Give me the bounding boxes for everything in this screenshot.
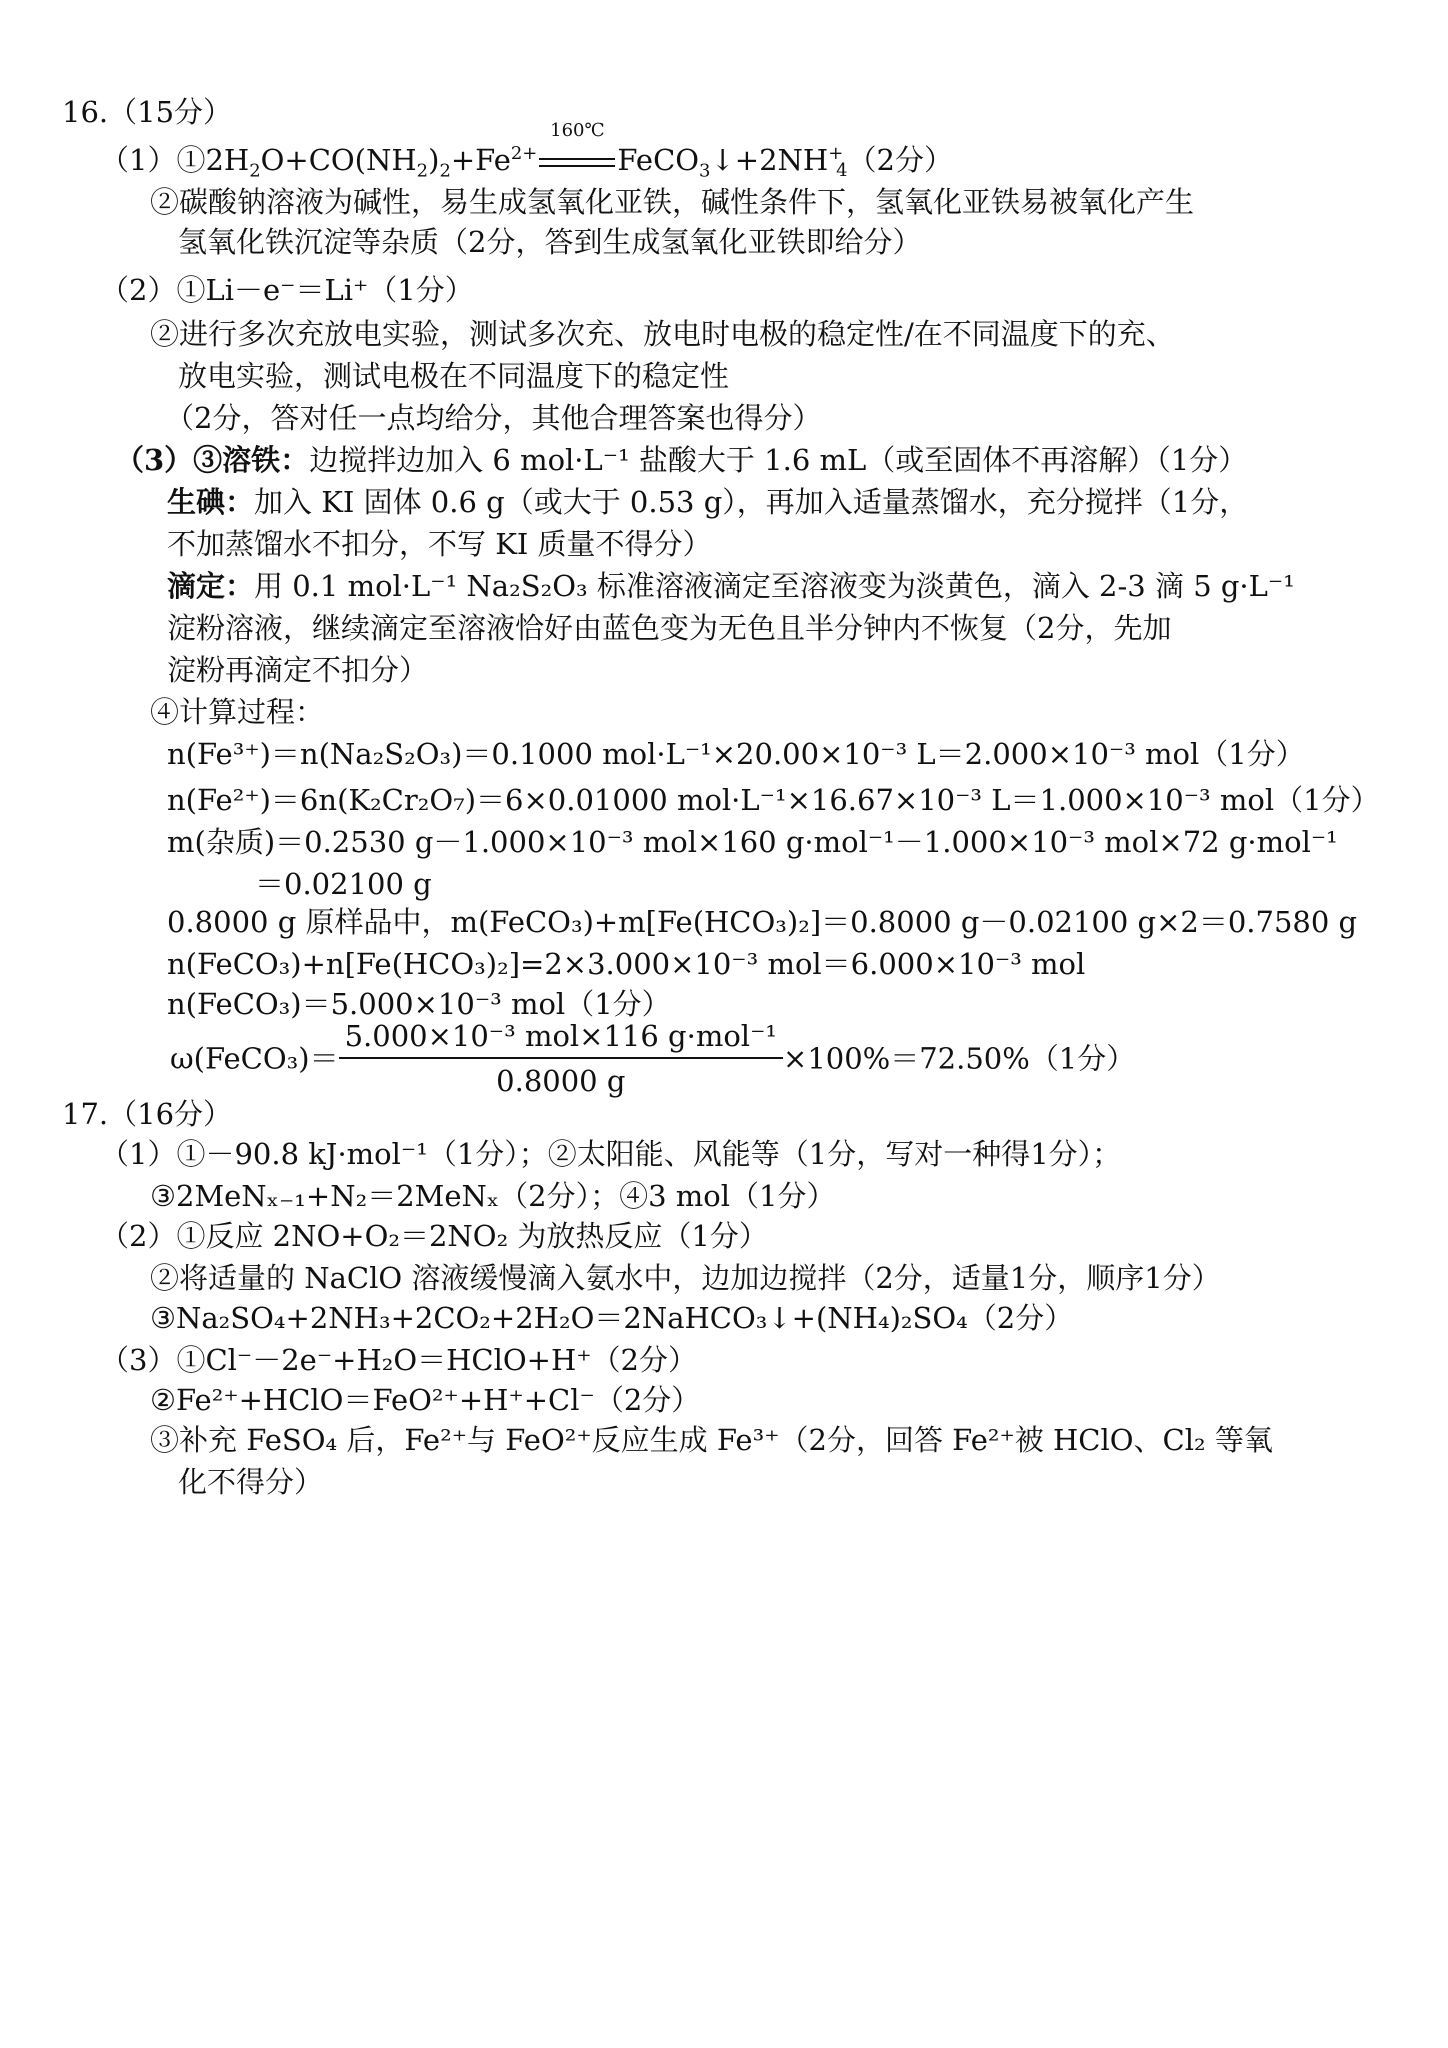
- fraction-numerator: 5.000×10⁻³ mol×116 g·mol⁻¹: [339, 1018, 783, 1059]
- step-dissolve-label: （3）③溶铁：: [115, 443, 310, 477]
- fraction: [339, 1018, 783, 1099]
- q16-2-line4: （2分，答对任一点均给分，其他合理答案也得分）: [165, 401, 822, 435]
- fraction-left: ω(FeCO₃)＝: [170, 1041, 339, 1076]
- q16-3-line4: [167, 566, 1295, 606]
- q16-2-line2: ②进行多次充放电实验，测试多次充、放电时电极的稳定性/在不同温度下的充、: [150, 317, 1175, 351]
- mass-fraction-equation: [170, 1018, 1135, 1099]
- double-equals-sign: [539, 158, 615, 167]
- q17-3-line3: ③补充 FeSO₄ 后，Fe²⁺与 FeO²⁺反应生成 Fe³⁺（2分，回答 Fe²⁺被 HClO、Cl₂ 等氧: [150, 1423, 1273, 1457]
- q16-3-line1: [115, 440, 1247, 480]
- eq-part-c: ): [428, 143, 440, 177]
- fraction-denominator: 0.8000 g: [496, 1064, 626, 1098]
- q16-1-equation: $(1)①2H_2O+CO(NH_2)_2+Fe^{2+}$ 160℃ $FeCO_3↓+2NH^+_4(2$分）: [100, 120, 953, 182]
- calc-line-4: ＝0.02100 g: [255, 867, 432, 901]
- q17-3-line2: ②Fe²⁺+HClO＝FeO²⁺+H⁺+Cl⁻（2分）: [150, 1383, 701, 1417]
- q16-header: 16.（15分）: [62, 95, 233, 129]
- step-dissolve-text: 边搅拌边加入 6 mol·L⁻¹ 盐酸大于 1.6 mL（或至固体不再溶解）（1分）: [309, 443, 1248, 477]
- calc-line-2: n(Fe²⁺)＝6n(K₂Cr₂O₇)＝6×0.01000 mol·L⁻¹×16.67×10⁻³ L＝1.000×10⁻³ mol（1分）: [167, 783, 1380, 817]
- q16-3-calc-heading: ④计算过程：: [150, 695, 325, 729]
- eq-part-e: FeCO: [617, 143, 700, 177]
- q17-2-line2: ②将适量的 NaClO 溶液缓慢滴入氨水中，边加边搅拌（2分，适量1分，顺序1分）: [150, 1261, 1221, 1295]
- q17-3-line4: 化不得分）: [178, 1465, 324, 1499]
- fraction-right: ×100%＝72.50%（1分）: [783, 1041, 1136, 1076]
- q16-3-line2: [167, 482, 1248, 522]
- eq-part-d: +Fe: [450, 143, 511, 177]
- calc-line-1: n(Fe³⁺)＝n(Na₂S₂O₃)＝0.1000 mol·L⁻¹×20.00×10⁻³ L＝2.000×10⁻³ mol（1分）: [167, 737, 1305, 771]
- eq-part-a: （1）①2H: [100, 143, 250, 177]
- q16-2-line1: （2）①Li－e⁻＝Li⁺（1分）: [100, 273, 474, 307]
- step-iodine-text: 加入 KI 固体 0.6 g（或大于 0.53 g），再加入适量蒸馏水，充分搅拌（1分，: [254, 485, 1249, 519]
- eq-part-f: ↓+2NH: [710, 143, 829, 177]
- q16-3-line6: 淀粉再滴定不扣分）: [167, 653, 429, 687]
- step-titration-label: 滴定：: [167, 569, 255, 603]
- eq-score: （2分）: [847, 143, 953, 177]
- reaction-temperature: 160℃: [550, 120, 605, 141]
- q17-2-line3: ③Na₂SO₄+2NH₃+2CO₂+2H₂O＝2NaHCO₃↓+(NH₄)₂SO₄（2分）: [150, 1301, 1074, 1335]
- step-titration-text: 用 0.1 mol·L⁻¹ Na₂S₂O₃ 标准溶液滴定至溶液变为淡黄色，滴入 2-3 滴 5 g·L⁻¹: [254, 569, 1295, 603]
- calc-line-3: m(杂质)＝0.2530 g－1.000×10⁻³ mol×160 g·mol⁻¹－1.000×10⁻³ mol×72 g·mol⁻¹: [167, 825, 1338, 859]
- q17-2-line1: （2）①反应 2NO+O₂＝2NO₂ 为放热反应（1分）: [100, 1219, 768, 1253]
- q16-3-line5: 淀粉溶液，继续滴定至溶液恰好由蓝色变为无色且半分钟内不恢复（2分，先加: [167, 611, 1172, 645]
- eq-part-b: O+CO(NH: [260, 143, 417, 177]
- q17-1-line1: （1）①－90.8 kJ·mol⁻¹（1分）；②太阳能、风能等（1分，写对一种得1分）；: [100, 1137, 1122, 1171]
- q17-3-line1: （3）①Cl⁻－2e⁻+H₂O＝HClO+H⁺（2分）: [100, 1343, 698, 1377]
- q16-2-line3: 放电实验，测试电极在不同温度下的稳定性: [178, 359, 730, 393]
- step-iodine-label: 生碘：: [167, 485, 255, 519]
- calc-line-5: 0.8000 g 原样品中，m(FeCO₃)+m[Fe(HCO₃)₂]＝0.8000 g－0.02100 g×2＝0.7580 g: [167, 905, 1358, 939]
- calc-line-6: n(FeCO₃)+n[Fe(HCO₃)₂]=2×3.000×10⁻³ mol＝6.000×10⁻³ mol: [167, 947, 1086, 981]
- q16-3-line3: 不加蒸馏水不扣分，不写 KI 质量不得分）: [167, 527, 712, 561]
- reaction-condition: [537, 120, 617, 180]
- calc-line-7: n(FeCO₃)＝5.000×10⁻³ mol（1分）: [167, 987, 671, 1021]
- q16-1-line2: ②碳酸钠溶液为碱性，易生成氢氧化亚铁，碱性条件下，氢氧化亚铁易被氧化产生: [150, 185, 1195, 219]
- q16-1-line3: 氢氧化铁沉淀等杂质（2分，答到生成氢氧化亚铁即给分）: [178, 225, 922, 259]
- q17-header: 17.（16分）: [62, 1097, 233, 1131]
- q17-1-line2: ③2MeNₓ₋₁+N₂＝2MeNₓ（2分）；④3 mol（1分）: [150, 1179, 836, 1213]
